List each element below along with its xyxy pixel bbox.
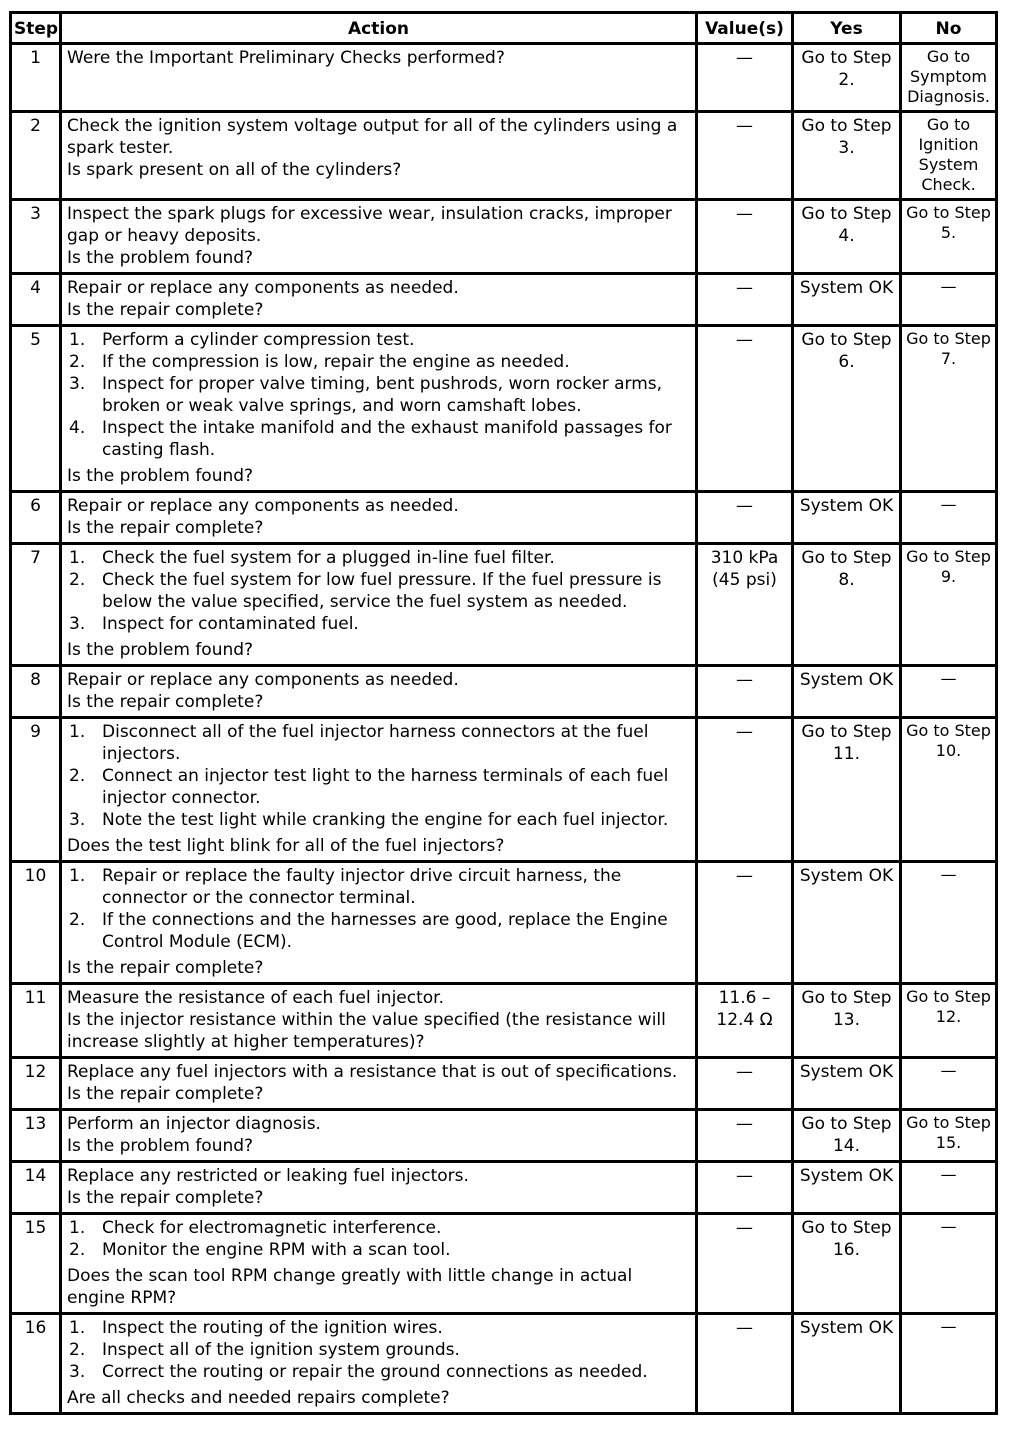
action-question: Does the scan tool RPM change greatly with little change in actual engine RPM? [67,1266,633,1308]
step-number: 6 [11,492,61,544]
yes-result: Go to Step 4. [793,200,901,274]
action-step-text: Repair or replace the faulty injector drive circuit harness, the connector or the connector terminal. [102,866,622,908]
step-number: 8 [11,666,61,718]
table-row [11,718,997,862]
table-row [11,44,997,112]
action-step-text: If the compression is low, repair the engine as needed. [102,352,570,372]
action-cell [61,326,697,492]
yes-result: System OK [793,1162,901,1214]
action-cell [61,718,697,862]
action-question: Were the Important Preliminary Checks performed? [67,48,505,68]
yes-result: Go to Step 8. [793,544,901,666]
value-cell: — [697,492,793,544]
action-step-text: Disconnect all of the fuel injector harness connectors at the fuel injectors. [102,722,649,764]
action-cell [61,200,697,274]
action-step: 2. If the connections and the harnesses are good, replace the Engine Control Module (ECM). [69,910,668,952]
no-result: — [901,274,997,326]
yes-result: Go to Step 11. [793,718,901,862]
table-row [11,326,997,492]
yes-result: Go to Step 6. [793,326,901,492]
no-result: Go to Step 12. [901,984,997,1058]
no-result: — [901,666,997,718]
action-question: Does the test light blink for all of the fuel injectors? [67,836,505,856]
action-question: Replace any fuel injectors with a resistance that is out of specifications. Is the repair complete? [67,1062,678,1104]
action-step: 1. Check for electromagnetic interference. [69,1218,442,1238]
action-step-text: Inspect for contaminated fuel. [102,614,359,634]
action-step-text: If the connections and the harnesses are good, replace the Engine Control Module (ECM). [102,910,668,952]
yes-result: System OK [793,274,901,326]
table-header-row [11,13,997,44]
table-row [11,200,997,274]
action-question: Repair or replace any components as needed. Is the repair complete? [67,670,459,712]
action-steps-list [67,1317,691,1383]
table-row [11,112,997,200]
action-step: 1. Disconnect all of the fuel injector harness connectors at the fuel injectors. [69,722,649,764]
no-result: Go to Ignition System Check. [901,112,997,200]
action-question: Is the problem found? [67,640,254,660]
header-step: Step [11,13,61,44]
step-number: 14 [11,1162,61,1214]
table-row [11,544,997,666]
value-cell: — [697,200,793,274]
step-number: 11 [11,984,61,1058]
action-step-text: Check the fuel system for a plugged in-line fuel filter. [102,548,555,568]
yes-result: Go to Step 14. [793,1110,901,1162]
yes-result: Go to Step 13. [793,984,901,1058]
action-question: Is the repair complete? [67,958,264,978]
table-row [11,1314,997,1414]
action-step: 2. Check the fuel system for low fuel pressure. If the fuel pressure is below the value specified, service the fuel system as needed. [69,570,662,612]
action-step: 2. Connect an injector test light to the harness terminals of each fuel injector connector. [69,766,669,808]
action-cell [61,492,697,544]
action-step: 1. Inspect the routing of the ignition wires. [69,1318,443,1338]
action-step-text: Inspect for proper valve timing, bent pushrods, worn rocker arms, broken or weak valve springs, and worn camshaft lobes. [102,374,663,416]
no-result: — [901,1058,997,1110]
value-cell: 11.6 – 12.4 Ω [697,984,793,1058]
action-cell [61,1162,697,1214]
table-row [11,984,997,1058]
action-step: 1. Check the fuel system for a plugged in-line fuel filter. [69,548,555,568]
action-question: Replace any restricted or leaking fuel injectors. Is the repair complete? [67,1166,469,1208]
value-cell: — [697,112,793,200]
step-number: 3 [11,200,61,274]
value-cell: — [697,326,793,492]
value-cell: — [697,718,793,862]
yes-result: System OK [793,1314,901,1414]
action-cell [61,44,697,112]
yes-result: System OK [793,492,901,544]
table-row [11,1162,997,1214]
no-result: Go to Step 7. [901,326,997,492]
value-cell: — [697,1110,793,1162]
header-action: Action [61,13,697,44]
step-number: 9 [11,718,61,862]
action-step: 2. Inspect all of the ignition system grounds. [69,1340,460,1360]
yes-result: System OK [793,1058,901,1110]
action-step: 1. Perform a cylinder compression test. [69,330,415,350]
action-step-text: Perform a cylinder compression test. [102,330,415,350]
table-row [11,666,997,718]
action-question: Measure the resistance of each fuel injector. Is the injector resistance within the value specified (the resistance will increase slightly at higher temperatures)? [67,988,666,1052]
value-cell: — [697,862,793,984]
action-cell [61,274,697,326]
table-row [11,492,997,544]
action-step-text: Inspect the routing of the ignition wires. [102,1318,443,1338]
value-cell: — [697,1162,793,1214]
action-step: 2. If the compression is low, repair the engine as needed. [69,352,570,372]
action-step: 3. Inspect for contaminated fuel. [69,614,359,634]
action-cell [61,862,697,984]
action-question: Check the ignition system voltage output for all of the cylinders using a spark tester. Is spark present on all of the cylinders? [67,116,678,180]
diagnostic-table [9,11,998,1415]
header-yes: Yes [793,13,901,44]
action-cell [61,544,697,666]
no-result: — [901,1214,997,1314]
no-result: — [901,492,997,544]
value-cell: — [697,44,793,112]
action-steps-list [67,865,691,953]
action-question: Inspect the spark plugs for excessive wear, insulation cracks, improper gap or heavy deposits. Is the problem found? [67,204,672,268]
action-question: Is the problem found? [67,466,254,486]
yes-result: System OK [793,862,901,984]
step-number: 2 [11,112,61,200]
yes-result: System OK [793,666,901,718]
action-cell [61,1314,697,1414]
action-question: Perform an injector diagnosis. Is the problem found? [67,1114,321,1156]
no-result: — [901,1314,997,1414]
table-row [11,862,997,984]
action-cell [61,1058,697,1110]
action-cell [61,666,697,718]
step-number: 5 [11,326,61,492]
action-question: Repair or replace any components as needed. Is the repair complete? [67,278,459,320]
action-steps-list [67,329,691,461]
action-step-text: Inspect all of the ignition system grounds. [102,1340,460,1360]
no-result: Go to Step 10. [901,718,997,862]
table-row [11,1214,997,1314]
step-number: 15 [11,1214,61,1314]
action-step: 1. Repair or replace the faulty injector drive circuit harness, the connector or the connector terminal. [69,866,622,908]
yes-result: Go to Step 16. [793,1214,901,1314]
table-row [11,1110,997,1162]
yes-result: Go to Step 3. [793,112,901,200]
action-step: 3. Note the test light while cranking the engine for each fuel injector. [69,810,669,830]
action-step-text: Inspect the intake manifold and the exhaust manifold passages for casting flash. [102,418,672,460]
no-result: Go to Symptom Diagnosis. [901,44,997,112]
action-steps-list [67,721,691,831]
action-steps-list [67,547,691,635]
no-result: Go to Step 5. [901,200,997,274]
step-number: 13 [11,1110,61,1162]
action-step-text: Monitor the engine RPM with a scan tool. [102,1240,451,1260]
no-result: Go to Step 9. [901,544,997,666]
value-cell: — [697,1214,793,1314]
action-cell [61,1110,697,1162]
yes-result: Go to Step 2. [793,44,901,112]
value-cell: — [697,274,793,326]
no-result: Go to Step 15. [901,1110,997,1162]
action-step-text: Correct the routing or repair the ground connections as needed. [102,1362,648,1382]
step-number: 4 [11,274,61,326]
no-result: — [901,1162,997,1214]
value-cell: — [697,1058,793,1110]
value-cell: 310 kPa (45 psi) [697,544,793,666]
action-cell [61,984,697,1058]
action-step: 2. Monitor the engine RPM with a scan tool. [69,1240,451,1260]
step-number: 12 [11,1058,61,1110]
table-body [11,44,997,1414]
action-cell [61,1214,697,1314]
header-no: No [901,13,997,44]
header-value: Value(s) [697,13,793,44]
step-number: 7 [11,544,61,666]
value-cell: — [697,1314,793,1414]
action-step: 4. Inspect the intake manifold and the exhaust manifold passages for casting flash. [69,418,672,460]
action-step: 3. Correct the routing or repair the ground connections as needed. [69,1362,648,1382]
diagnostic-table-container [9,11,995,1415]
action-step-text: Connect an injector test light to the harness terminals of each fuel injector connector. [102,766,669,808]
action-steps-list [67,1217,691,1261]
action-step-text: Check the fuel system for low fuel pressure. If the fuel pressure is below the value specified, service the fuel system as needed. [102,570,662,612]
action-step-text: Check for electromagnetic interference. [102,1218,442,1238]
action-question: Are all checks and needed repairs complete? [67,1388,450,1408]
action-step: 3. Inspect for proper valve timing, bent pushrods, worn rocker arms, broken or weak valve springs, and worn camshaft lobes. [69,374,663,416]
step-number: 10 [11,862,61,984]
step-number: 1 [11,44,61,112]
action-cell [61,112,697,200]
action-question: Repair or replace any components as needed. Is the repair complete? [67,496,459,538]
action-step-text: Note the test light while cranking the engine for each fuel injector. [102,810,669,830]
table-row [11,274,997,326]
table-row [11,1058,997,1110]
step-number: 16 [11,1314,61,1414]
value-cell: — [697,666,793,718]
no-result: — [901,862,997,984]
